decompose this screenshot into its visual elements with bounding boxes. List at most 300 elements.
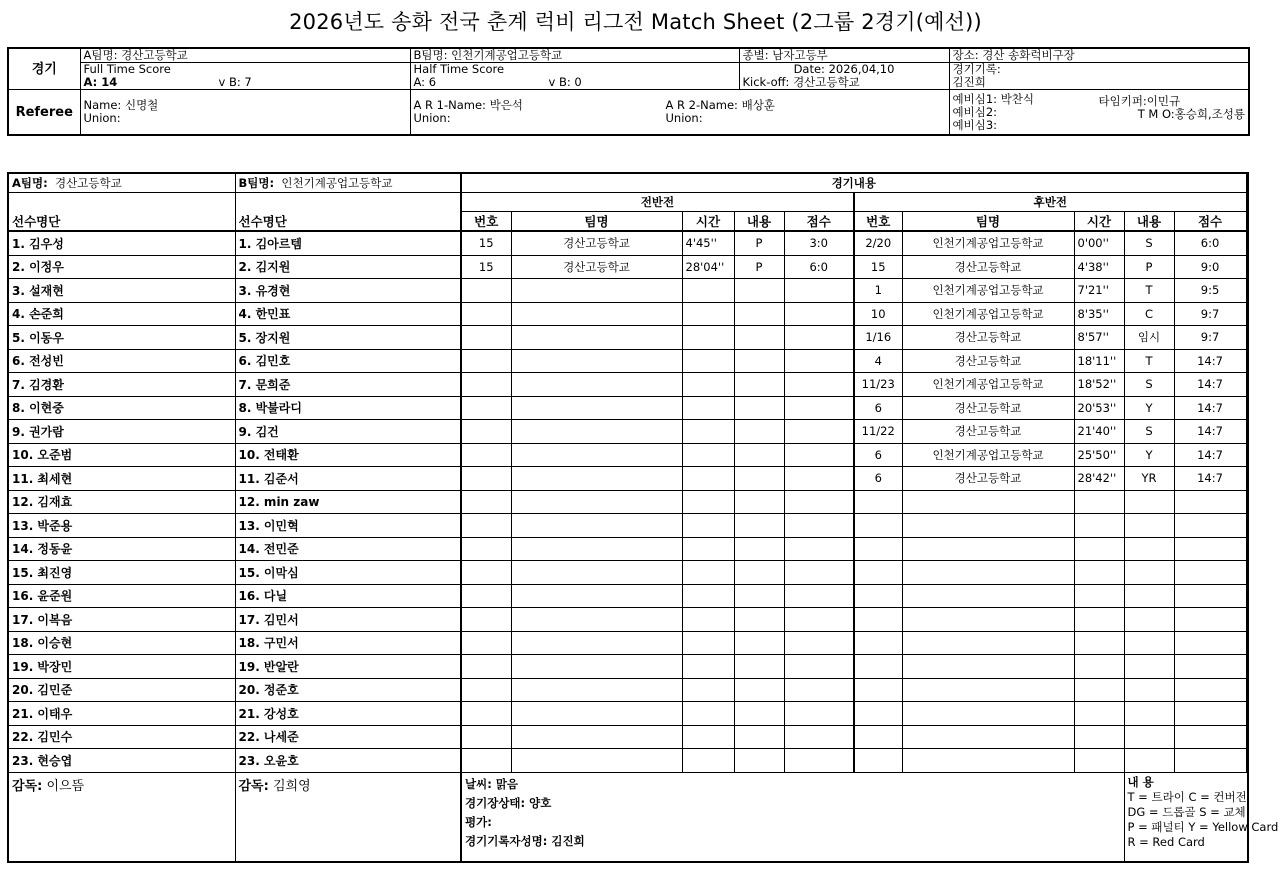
player-b: 16. 다닐 (235, 584, 461, 608)
second-half-no (854, 702, 902, 726)
first-half-team (511, 749, 682, 773)
match-header-table (7, 47, 1250, 136)
second-half-no (854, 490, 902, 514)
second-half-header: 후반전 (854, 193, 1246, 212)
player-b: 10. 전태환 (235, 443, 461, 467)
second-half-no (854, 561, 902, 585)
second-half-score (1174, 561, 1246, 585)
officials-cell (949, 90, 1249, 136)
player-b: 19. 반알란 (235, 655, 461, 679)
first-half-content (734, 396, 784, 420)
second-half-content: T (1124, 349, 1174, 373)
second-half-time (1074, 631, 1124, 655)
table-row (8, 537, 1248, 561)
reserve-officials (950, 93, 1096, 132)
table-row (8, 396, 1248, 420)
first-half-header: 전반전 (461, 193, 854, 212)
first-half-score (784, 373, 854, 397)
player-a: 13. 박준용 (8, 514, 235, 538)
table-row (8, 514, 1248, 538)
full-time-score-b: v B: 7 (218, 75, 252, 89)
ar2-name: A R 2-Name: 배상훈 (665, 98, 775, 112)
first-half-no (461, 279, 511, 303)
player-a: 5. 이동우 (8, 326, 235, 350)
player-b: 21. 강성호 (235, 702, 461, 726)
second-half-content (1124, 584, 1174, 608)
first-half-content (734, 443, 784, 467)
legend-line: P = 패널티 Y = Yellow Card (1127, 819, 1278, 834)
second-half-score: 14:7 (1174, 349, 1246, 373)
first-half-team (511, 373, 682, 397)
first-half-content (734, 490, 784, 514)
second-half-col-team: 팀명 (902, 212, 1074, 232)
second-half-content: S (1124, 231, 1174, 255)
ar2 (663, 99, 949, 125)
first-half-team (511, 443, 682, 467)
second-half-content (1124, 608, 1174, 632)
first-half-content (734, 302, 784, 326)
first-half-content (734, 631, 784, 655)
table-row (8, 279, 1248, 303)
second-half-score: 14:7 (1174, 373, 1246, 397)
player-a: 4. 손준희 (8, 302, 235, 326)
ar2-union: Union: (665, 111, 703, 125)
team-b-header: B팀명: 인천기계공업고등학교 (410, 48, 739, 63)
first-half-team (511, 561, 682, 585)
table-row (8, 255, 1248, 279)
first-half-time (682, 279, 734, 303)
ar-cell (410, 90, 949, 136)
first-half-no (461, 537, 511, 561)
second-half-score (1174, 608, 1246, 632)
first-half-no (461, 396, 511, 420)
first-half-time (682, 490, 734, 514)
match-notes-cell (461, 772, 1124, 862)
first-half-col-team: 팀명 (511, 212, 682, 232)
player-a: 16. 윤준원 (8, 584, 235, 608)
player-b: 8. 박불라디 (235, 396, 461, 420)
second-half-team: 인천기계공업고등학교 (902, 302, 1074, 326)
first-half-team (511, 725, 682, 749)
second-half-score (1174, 584, 1246, 608)
ground-condition: 경기장상태: 양호 (465, 795, 552, 810)
team-a-label: A팀명: (12, 176, 48, 190)
first-half-no: 15 (461, 231, 511, 255)
player-b: 11. 김준서 (235, 467, 461, 491)
player-b: 9. 김건 (235, 420, 461, 444)
second-half-score (1174, 631, 1246, 655)
blank-b (235, 193, 461, 212)
first-half-content (734, 702, 784, 726)
first-half-no (461, 655, 511, 679)
second-half-team (902, 655, 1074, 679)
player-b: 13. 이민혁 (235, 514, 461, 538)
table-row (8, 749, 1248, 773)
player-a: 10. 오준범 (8, 443, 235, 467)
second-half-team: 경산고등학교 (902, 467, 1074, 491)
player-b: 7. 문희준 (235, 373, 461, 397)
first-half-col-time: 시간 (682, 212, 734, 232)
match-content-header: 경기내용 (461, 173, 1246, 193)
second-half-score (1174, 514, 1246, 538)
table-row (8, 467, 1248, 491)
second-half-no (854, 655, 902, 679)
second-half-time (1074, 537, 1124, 561)
category: 종별: 남자고등부 (739, 48, 949, 63)
player-b: 5. 장지원 (235, 326, 461, 350)
second-half-team: 인천기계공업고등학교 (902, 279, 1074, 303)
second-half-team: 경산고등학교 (902, 420, 1074, 444)
first-half-team (511, 678, 682, 702)
first-half-time (682, 631, 734, 655)
first-half-team (511, 396, 682, 420)
second-half-no: 1/16 (854, 326, 902, 350)
second-half-score: 6:0 (1174, 231, 1246, 255)
second-half-no: 10 (854, 302, 902, 326)
first-half-content (734, 725, 784, 749)
first-half-no (461, 702, 511, 726)
first-half-time (682, 725, 734, 749)
second-half-content (1124, 678, 1174, 702)
table-row (8, 490, 1248, 514)
second-half-time: 18'52'' (1074, 373, 1124, 397)
full-time-score (80, 76, 410, 90)
player-a: 11. 최세현 (8, 467, 235, 491)
first-half-time (682, 702, 734, 726)
table-row (8, 443, 1248, 467)
first-half-score (784, 655, 854, 679)
second-half-time: 21'40'' (1074, 420, 1124, 444)
first-half-content (734, 349, 784, 373)
first-half-content (734, 561, 784, 585)
second-half-time (1074, 749, 1124, 773)
legend-line: R = Red Card (1127, 834, 1205, 849)
first-half-content (734, 584, 784, 608)
first-half-team (511, 537, 682, 561)
second-half-score (1174, 678, 1246, 702)
second-half-col-content: 내용 (1124, 212, 1174, 232)
first-half-time (682, 749, 734, 773)
second-half-content (1124, 725, 1174, 749)
reserve-3: 예비심3: (952, 117, 998, 132)
second-half-score: 9:5 (1174, 279, 1246, 303)
table-row (8, 373, 1248, 397)
table-row (8, 608, 1248, 632)
second-half-score (1174, 749, 1246, 773)
second-half-time (1074, 584, 1124, 608)
second-half-content: Y (1124, 396, 1174, 420)
second-half-team (902, 608, 1074, 632)
player-b: 14. 전민준 (235, 537, 461, 561)
first-half-no: 15 (461, 255, 511, 279)
venue: 장소: 경산 송화럭비구장 (949, 48, 1249, 63)
first-half-team: 경산고등학교 (511, 255, 682, 279)
second-half-team: 인천기계공업고등학교 (902, 373, 1074, 397)
second-half-content (1124, 631, 1174, 655)
first-half-no (461, 725, 511, 749)
second-half-team (902, 725, 1074, 749)
second-half-col-score: 점수 (1174, 212, 1246, 232)
first-half-time (682, 396, 734, 420)
table-row (8, 702, 1248, 726)
second-half-team: 인천기계공업고등학교 (902, 443, 1074, 467)
half-time-score-b: v B: 0 (548, 75, 582, 89)
second-half-team: 인천기계공업고등학교 (902, 231, 1074, 255)
table-row (8, 678, 1248, 702)
second-half-score: 14:7 (1174, 396, 1246, 420)
second-half-no: 11/22 (854, 420, 902, 444)
match-date: Date: 2026,04,10 (739, 63, 949, 77)
second-half-content (1124, 561, 1174, 585)
legend-line: T = 트라이 C = 컨버전 (1127, 789, 1247, 804)
table-row (8, 584, 1248, 608)
second-half-time: 8'35'' (1074, 302, 1124, 326)
second-half-no: 4 (854, 349, 902, 373)
second-half-time: 20'53'' (1074, 396, 1124, 420)
first-half-time (682, 302, 734, 326)
first-half-time (682, 584, 734, 608)
coach-b-label: 감독: (238, 778, 269, 794)
player-b: 20. 정준호 (235, 678, 461, 702)
first-half-no (461, 490, 511, 514)
player-a: 9. 권가람 (8, 420, 235, 444)
second-half-content: P (1124, 255, 1174, 279)
second-half-no: 6 (854, 467, 902, 491)
first-half-time: 4'45'' (682, 231, 734, 255)
first-half-score: 3:0 (784, 231, 854, 255)
second-half-no: 11/23 (854, 373, 902, 397)
first-half-score (784, 749, 854, 773)
first-half-score (784, 420, 854, 444)
second-half-time (1074, 608, 1124, 632)
legend-title: 내 용 (1127, 774, 1154, 789)
first-half-time: 28'04'' (682, 255, 734, 279)
second-half-score: 14:7 (1174, 420, 1246, 444)
second-half-time (1074, 702, 1124, 726)
first-half-score (784, 349, 854, 373)
player-b: 12. min zaw (235, 490, 461, 514)
first-half-score (784, 702, 854, 726)
second-half-no: 1 (854, 279, 902, 303)
first-half-score (784, 302, 854, 326)
player-a: 20. 김민준 (8, 678, 235, 702)
first-half-score (784, 443, 854, 467)
first-half-no (461, 749, 511, 773)
first-half-content (734, 467, 784, 491)
coach-b-cell (235, 772, 461, 862)
player-a: 17. 이복음 (8, 608, 235, 632)
second-half-time: 0'00'' (1074, 231, 1124, 255)
first-half-team (511, 349, 682, 373)
second-half-no: 2/20 (854, 231, 902, 255)
first-half-time (682, 608, 734, 632)
player-a: 14. 정동윤 (8, 537, 235, 561)
recorder-name: 김진희 (949, 76, 1249, 90)
first-half-time (682, 420, 734, 444)
first-half-team (511, 631, 682, 655)
first-half-time (682, 326, 734, 350)
player-a: 12. 김재효 (8, 490, 235, 514)
half-time-score-a: A: 6 (413, 75, 437, 89)
roster-a-header: 선수명단 (8, 212, 235, 232)
second-half-content (1124, 655, 1174, 679)
team-a-name: 경산고등학교 (55, 176, 122, 190)
second-half-col-time: 시간 (1074, 212, 1124, 232)
first-half-no (461, 678, 511, 702)
first-half-no (461, 302, 511, 326)
referee-label: Referee (8, 90, 80, 136)
first-half-no (461, 443, 511, 467)
kickoff: Kick-off: 경산고등학교 (739, 76, 949, 90)
roster-b-header: 선수명단 (235, 212, 461, 232)
first-half-team (511, 702, 682, 726)
player-a: 23. 현승엽 (8, 749, 235, 773)
table-row (8, 725, 1248, 749)
first-half-score (784, 537, 854, 561)
first-half-content (734, 655, 784, 679)
first-half-no (461, 561, 511, 585)
player-b: 6. 김민호 (235, 349, 461, 373)
referee-name: Name: 신명철 (83, 98, 159, 112)
team-a-header: A팀명: 경산고등학교 (80, 48, 410, 63)
second-half-content (1124, 749, 1174, 773)
first-half-col-score: 점수 (784, 212, 854, 232)
half-time-label: Half Time Score (410, 63, 739, 77)
second-half-time (1074, 678, 1124, 702)
second-half-content (1124, 702, 1174, 726)
first-half-score (784, 561, 854, 585)
first-half-no (461, 420, 511, 444)
second-half-no (854, 514, 902, 538)
first-half-team (511, 420, 682, 444)
table-row (8, 420, 1248, 444)
second-half-team (902, 584, 1074, 608)
player-b: 17. 김민서 (235, 608, 461, 632)
second-half-time: 4'38'' (1074, 255, 1124, 279)
first-half-content (734, 326, 784, 350)
weather: 날씨: 맑음 (465, 776, 519, 791)
second-half-content: 임시 (1124, 326, 1174, 350)
first-half-content (734, 420, 784, 444)
first-half-no (461, 584, 511, 608)
first-half-no (461, 608, 511, 632)
first-half-team (511, 514, 682, 538)
page-title: 2026년도 송화 전국 춘계 럭비 리그전 Match Sheet (2그룹 2경기(예선)) (289, 10, 982, 34)
coach-a-name: 이으뜸 (46, 778, 85, 794)
first-half-score (784, 279, 854, 303)
second-half-team (902, 702, 1074, 726)
first-half-team (511, 584, 682, 608)
player-a: 3. 설재현 (8, 279, 235, 303)
first-half-score (784, 631, 854, 655)
second-half-team (902, 631, 1074, 655)
coach-b-name: 김희영 (272, 778, 311, 794)
second-half-score (1174, 655, 1246, 679)
first-half-team (511, 326, 682, 350)
first-half-team (511, 467, 682, 491)
recorder-label: 경기기록: (949, 63, 1249, 77)
second-half-no (854, 678, 902, 702)
second-half-time: 18'11'' (1074, 349, 1124, 373)
first-half-no (461, 467, 511, 491)
table-row (8, 326, 1248, 350)
second-half-content: Y (1124, 443, 1174, 467)
second-half-team: 경산고등학교 (902, 326, 1074, 350)
first-half-score (784, 584, 854, 608)
team-a-cell (8, 173, 235, 193)
second-half-time (1074, 725, 1124, 749)
first-half-score (784, 678, 854, 702)
first-half-score (784, 608, 854, 632)
player-a: 7. 김경환 (8, 373, 235, 397)
player-b: 2. 김지원 (235, 255, 461, 279)
ar1 (411, 99, 663, 125)
second-half-content: S (1124, 420, 1174, 444)
second-half-no (854, 537, 902, 561)
first-half-time (682, 514, 734, 538)
second-half-content: T (1124, 279, 1174, 303)
second-half-score: 9:0 (1174, 255, 1246, 279)
player-b: 15. 이막심 (235, 561, 461, 585)
second-half-score (1174, 702, 1246, 726)
half-time-score (410, 76, 739, 90)
second-half-no (854, 631, 902, 655)
table-row (8, 302, 1248, 326)
full-time-label: Full Time Score (80, 63, 410, 77)
first-half-time (682, 655, 734, 679)
player-b: 23. 오윤호 (235, 749, 461, 773)
player-b: 3. 유경현 (235, 279, 461, 303)
table-row (8, 349, 1248, 373)
table-row (8, 561, 1248, 585)
team-b-label: B팀명: (238, 176, 275, 190)
table-row (8, 655, 1248, 679)
first-half-no (461, 514, 511, 538)
evaluation: 평가: (465, 814, 492, 829)
reserve-2: 예비심2: (952, 104, 998, 119)
table-row (8, 231, 1248, 255)
player-b: 22. 나세준 (235, 725, 461, 749)
player-b: 18. 구민서 (235, 631, 461, 655)
second-half-team (902, 514, 1074, 538)
player-b: 1. 김아르템 (235, 231, 461, 255)
first-half-time (682, 467, 734, 491)
referee-cell (80, 90, 410, 136)
first-half-content (734, 279, 784, 303)
second-half-content: C (1124, 302, 1174, 326)
second-half-no: 15 (854, 255, 902, 279)
coach-a-cell (8, 772, 235, 862)
first-half-no (461, 326, 511, 350)
second-half-no: 6 (854, 396, 902, 420)
player-a: 8. 이현중 (8, 396, 235, 420)
second-half-no (854, 608, 902, 632)
second-half-score (1174, 725, 1246, 749)
first-half-content: P (734, 255, 784, 279)
first-half-content: P (734, 231, 784, 255)
first-half-content (734, 749, 784, 773)
second-half-no: 6 (854, 443, 902, 467)
first-half-team (511, 302, 682, 326)
team-b-name: 인천기계공업고등학교 (281, 176, 393, 190)
time-officials (1096, 93, 1249, 132)
second-half-time (1074, 514, 1124, 538)
match-label: 경기 (8, 48, 80, 90)
second-half-team: 경산고등학교 (902, 396, 1074, 420)
first-half-score (784, 326, 854, 350)
first-half-time (682, 443, 734, 467)
first-half-team (511, 490, 682, 514)
